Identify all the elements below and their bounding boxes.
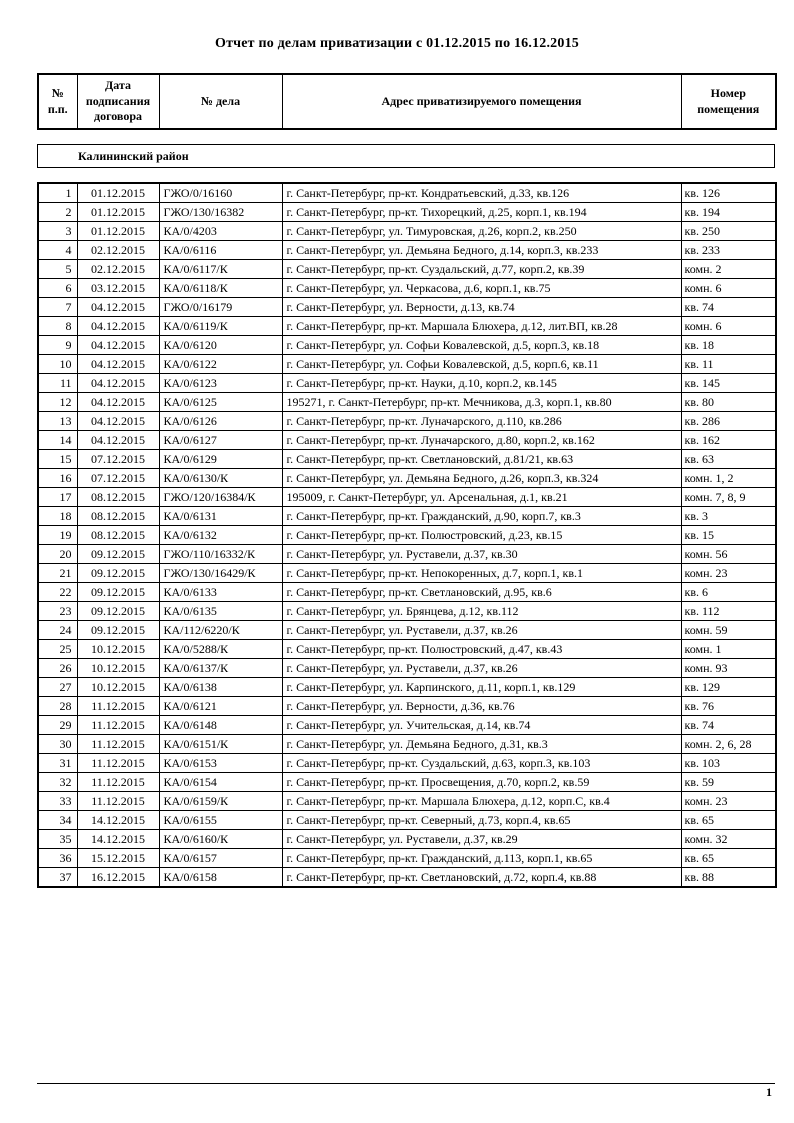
room-number-cell: кв. 250 [681, 222, 776, 241]
privatization-cases-table [37, 182, 777, 888]
room-number-cell: кв. 59 [681, 773, 776, 792]
case-number-cell: КА/0/6153 [159, 754, 282, 773]
room-number-cell: кв. 162 [681, 431, 776, 450]
case-number-cell: КА/0/6126 [159, 412, 282, 431]
case-number-cell: КА/0/6129 [159, 450, 282, 469]
table-row [38, 450, 776, 469]
address-cell: г. Санкт-Петербург, пр-кт. Маршала Блюхера, д.12, лит.ВП, кв.28 [282, 317, 681, 336]
case-number-cell: КА/0/6117/К [159, 260, 282, 279]
row-number-cell: 28 [38, 697, 77, 716]
contract-date-cell: 10.12.2015 [77, 659, 159, 678]
case-number-cell: ГЖО/130/16382 [159, 203, 282, 222]
contract-date-cell: 04.12.2015 [77, 355, 159, 374]
table-row [38, 469, 776, 488]
contract-date-cell: 08.12.2015 [77, 507, 159, 526]
case-number-cell: ГЖО/120/16384/К [159, 488, 282, 507]
table-row [38, 583, 776, 602]
address-cell: г. Санкт-Петербург, ул. Карпинского, д.11, корп.1, кв.129 [282, 678, 681, 697]
case-number-cell: КА/0/6116 [159, 241, 282, 260]
table-row [38, 526, 776, 545]
room-number-cell: кв. 15 [681, 526, 776, 545]
table-row [38, 279, 776, 298]
address-cell: г. Санкт-Петербург, ул. Софьи Ковалевской, д.5, корп.3, кв.18 [282, 336, 681, 355]
row-number-cell: 3 [38, 222, 77, 241]
contract-date-cell: 14.12.2015 [77, 830, 159, 849]
room-number-cell: кв. 88 [681, 868, 776, 888]
table-row [38, 545, 776, 564]
table-row [38, 507, 776, 526]
address-cell: г. Санкт-Петербург, ул. Верности, д.36, кв.76 [282, 697, 681, 716]
room-number-cell: комн. 23 [681, 792, 776, 811]
address-cell: г. Санкт-Петербург, ул. Брянцева, д.12, кв.112 [282, 602, 681, 621]
address-cell: г. Санкт-Петербург, пр-кт. Тихорецкий, д.25, корп.1, кв.194 [282, 203, 681, 222]
room-number-cell: комн. 23 [681, 564, 776, 583]
case-number-cell: КА/112/6220/К [159, 621, 282, 640]
room-number-cell: кв. 103 [681, 754, 776, 773]
room-number-cell: кв. 112 [681, 602, 776, 621]
row-number-cell: 31 [38, 754, 77, 773]
table-row [38, 298, 776, 317]
room-number-cell: кв. 145 [681, 374, 776, 393]
room-number-cell: кв. 63 [681, 450, 776, 469]
contract-date-cell: 02.12.2015 [77, 260, 159, 279]
row-number-cell: 11 [38, 374, 77, 393]
case-number-cell: КА/0/6118/К [159, 279, 282, 298]
row-number-cell: 10 [38, 355, 77, 374]
contract-date-cell: 15.12.2015 [77, 849, 159, 868]
table-row [38, 640, 776, 659]
room-number-cell: комн. 93 [681, 659, 776, 678]
footer-divider [37, 1083, 775, 1084]
case-number-cell: КА/0/6131 [159, 507, 282, 526]
row-number-cell: 7 [38, 298, 77, 317]
row-number-cell: 19 [38, 526, 77, 545]
case-number-cell: КА/0/6121 [159, 697, 282, 716]
row-number-cell: 35 [38, 830, 77, 849]
address-cell: г. Санкт-Петербург, ул. Руставели, д.37, кв.29 [282, 830, 681, 849]
table-row [38, 773, 776, 792]
address-cell: г. Санкт-Петербург, ул. Демьяна Бедного, д.14, корп.3, кв.233 [282, 241, 681, 260]
row-number-cell: 6 [38, 279, 77, 298]
table-row [38, 849, 776, 868]
column-header-row-number: № п.п. [38, 74, 77, 129]
contract-date-cell: 11.12.2015 [77, 697, 159, 716]
page-number: 1 [766, 1085, 772, 1099]
case-number-cell: КА/0/6123 [159, 374, 282, 393]
room-number-cell: кв. 11 [681, 355, 776, 374]
contract-date-cell: 03.12.2015 [77, 279, 159, 298]
room-number-cell: кв. 18 [681, 336, 776, 355]
table-column-headers [37, 73, 777, 130]
row-number-cell: 25 [38, 640, 77, 659]
case-number-cell: КА/0/6160/К [159, 830, 282, 849]
room-number-cell: кв. 129 [681, 678, 776, 697]
contract-date-cell: 14.12.2015 [77, 811, 159, 830]
row-number-cell: 20 [38, 545, 77, 564]
room-number-cell: комн. 6 [681, 279, 776, 298]
room-number-cell: кв. 6 [681, 583, 776, 602]
address-cell: г. Санкт-Петербург, ул. Демьяна Бедного, д.31, кв.3 [282, 735, 681, 754]
room-number-cell: комн. 2, 6, 28 [681, 735, 776, 754]
row-number-cell: 30 [38, 735, 77, 754]
table-row [38, 393, 776, 412]
address-cell: г. Санкт-Петербург, пр-кт. Светлановский, д.81/21, кв.63 [282, 450, 681, 469]
header-row [38, 74, 776, 129]
row-number-cell: 9 [38, 336, 77, 355]
table-row [38, 868, 776, 888]
case-number-cell: КА/0/6158 [159, 868, 282, 888]
row-number-cell: 23 [38, 602, 77, 621]
contract-date-cell: 01.12.2015 [77, 203, 159, 222]
table-row [38, 336, 776, 355]
room-number-cell: комн. 32 [681, 830, 776, 849]
room-number-cell: кв. 194 [681, 203, 776, 222]
room-number-cell: комн. 6 [681, 317, 776, 336]
case-number-cell: КА/0/6154 [159, 773, 282, 792]
room-number-cell: кв. 74 [681, 298, 776, 317]
address-cell: г. Санкт-Петербург, пр-кт. Северный, д.73, корп.4, кв.65 [282, 811, 681, 830]
case-number-cell: КА/0/6155 [159, 811, 282, 830]
report-title: Отчет по делам приватизации с 01.12.2015 по 16.12.2015 [215, 36, 579, 51]
case-number-cell: ГЖО/110/16332/К [159, 545, 282, 564]
address-cell: г. Санкт-Петербург, ул. Учительская, д.14, кв.74 [282, 716, 681, 735]
table-row [38, 564, 776, 583]
room-number-cell: комн. 2 [681, 260, 776, 279]
row-number-cell: 17 [38, 488, 77, 507]
address-cell: г. Санкт-Петербург, ул. Софьи Ковалевской, д.5, корп.6, кв.11 [282, 355, 681, 374]
case-number-cell: КА/0/6119/К [159, 317, 282, 336]
case-number-cell: КА/0/6132 [159, 526, 282, 545]
address-cell: г. Санкт-Петербург, пр-кт. Кондратьевский, д.33, кв.126 [282, 183, 681, 203]
table-row [38, 355, 776, 374]
table-row [38, 621, 776, 640]
contract-date-cell: 11.12.2015 [77, 735, 159, 754]
case-number-cell: КА/0/6127 [159, 431, 282, 450]
case-number-cell: ГЖО/130/16429/К [159, 564, 282, 583]
contract-date-cell: 09.12.2015 [77, 545, 159, 564]
room-number-cell: кв. 126 [681, 183, 776, 203]
address-cell: г. Санкт-Петербург, ул. Тимуровская, д.26, корп.2, кв.250 [282, 222, 681, 241]
room-number-cell: кв. 3 [681, 507, 776, 526]
contract-date-cell: 01.12.2015 [77, 183, 159, 203]
table-row [38, 183, 776, 203]
row-number-cell: 4 [38, 241, 77, 260]
row-number-cell: 8 [38, 317, 77, 336]
contract-date-cell: 11.12.2015 [77, 773, 159, 792]
case-number-cell: КА/0/6133 [159, 583, 282, 602]
address-cell: г. Санкт-Петербург, пр-кт. Суздальский, д.77, корп.2, кв.39 [282, 260, 681, 279]
room-number-cell: кв. 80 [681, 393, 776, 412]
room-number-cell: кв. 65 [681, 849, 776, 868]
address-cell: г. Санкт-Петербург, ул. Черкасова, д.6, корп.1, кв.75 [282, 279, 681, 298]
room-number-cell: кв. 65 [681, 811, 776, 830]
contract-date-cell: 09.12.2015 [77, 621, 159, 640]
table-row [38, 431, 776, 450]
column-header-room-number: Номер помещения [681, 74, 776, 129]
contract-date-cell: 11.12.2015 [77, 716, 159, 735]
case-number-cell: КА/0/6125 [159, 393, 282, 412]
contract-date-cell: 04.12.2015 [77, 336, 159, 355]
table-row [38, 203, 776, 222]
contract-date-cell: 11.12.2015 [77, 792, 159, 811]
table-row [38, 678, 776, 697]
room-number-cell: кв. 233 [681, 241, 776, 260]
contract-date-cell: 04.12.2015 [77, 393, 159, 412]
contract-date-cell: 09.12.2015 [77, 564, 159, 583]
address-cell: г. Санкт-Петербург, ул. Руставели, д.37, кв.26 [282, 659, 681, 678]
case-number-cell: КА/0/6137/К [159, 659, 282, 678]
row-number-cell: 33 [38, 792, 77, 811]
address-cell: г. Санкт-Петербург, ул. Верности, д.13, кв.74 [282, 298, 681, 317]
table-row [38, 260, 776, 279]
table-row [38, 716, 776, 735]
row-number-cell: 36 [38, 849, 77, 868]
room-number-cell: комн. 1, 2 [681, 469, 776, 488]
contract-date-cell: 04.12.2015 [77, 298, 159, 317]
contract-date-cell: 04.12.2015 [77, 412, 159, 431]
row-number-cell: 21 [38, 564, 77, 583]
table-row [38, 754, 776, 773]
case-number-cell: КА/0/5288/К [159, 640, 282, 659]
table-row [38, 659, 776, 678]
district-section-label: Калининский район [78, 148, 189, 163]
case-number-cell: КА/0/6148 [159, 716, 282, 735]
table-row [38, 374, 776, 393]
row-number-cell: 16 [38, 469, 77, 488]
contract-date-cell: 08.12.2015 [77, 526, 159, 545]
address-cell: г. Санкт-Петербург, пр-кт. Науки, д.10, корп.2, кв.145 [282, 374, 681, 393]
table-row [38, 830, 776, 849]
address-cell: г. Санкт-Петербург, пр-кт. Полюстровский, д.23, кв.15 [282, 526, 681, 545]
district-section-header [37, 144, 775, 168]
table-row [38, 811, 776, 830]
address-cell: г. Санкт-Петербург, ул. Руставели, д.37, кв.30 [282, 545, 681, 564]
case-number-cell: КА/0/6159/К [159, 792, 282, 811]
contract-date-cell: 08.12.2015 [77, 488, 159, 507]
contract-date-cell: 09.12.2015 [77, 583, 159, 602]
address-cell: г. Санкт-Петербург, пр-кт. Светлановский, д.72, корп.4, кв.88 [282, 868, 681, 888]
table-row [38, 697, 776, 716]
row-number-cell: 27 [38, 678, 77, 697]
address-cell: г. Санкт-Петербург, ул. Демьяна Бедного, д.26, корп.3, кв.324 [282, 469, 681, 488]
room-number-cell: кв. 74 [681, 716, 776, 735]
table-row [38, 412, 776, 431]
table-row [38, 488, 776, 507]
contract-date-cell: 04.12.2015 [77, 317, 159, 336]
row-number-cell: 12 [38, 393, 77, 412]
case-number-cell: КА/0/6130/К [159, 469, 282, 488]
case-number-cell: КА/0/6157 [159, 849, 282, 868]
address-cell: г. Санкт-Петербург, ул. Руставели, д.37, кв.26 [282, 621, 681, 640]
row-number-cell: 26 [38, 659, 77, 678]
contract-date-cell: 04.12.2015 [77, 431, 159, 450]
room-number-cell: комн. 1 [681, 640, 776, 659]
contract-date-cell: 09.12.2015 [77, 602, 159, 621]
table-row [38, 222, 776, 241]
case-number-cell: КА/0/6135 [159, 602, 282, 621]
row-number-cell: 18 [38, 507, 77, 526]
row-number-cell: 22 [38, 583, 77, 602]
case-number-cell: КА/0/6122 [159, 355, 282, 374]
row-number-cell: 5 [38, 260, 77, 279]
row-number-cell: 2 [38, 203, 77, 222]
case-number-cell: КА/0/6120 [159, 336, 282, 355]
row-number-cell: 32 [38, 773, 77, 792]
contract-date-cell: 16.12.2015 [77, 868, 159, 888]
address-cell: г. Санкт-Петербург, пр-кт. Луначарского, д.110, кв.286 [282, 412, 681, 431]
column-header-address: Адрес приватизируемого помещения [282, 74, 681, 129]
address-cell: г. Санкт-Петербург, пр-кт. Непокоренных, д.7, корп.1, кв.1 [282, 564, 681, 583]
address-cell: г. Санкт-Петербург, пр-кт. Суздальский, д.63, корп.3, кв.103 [282, 754, 681, 773]
room-number-cell: кв. 76 [681, 697, 776, 716]
table-row [38, 735, 776, 754]
table-row [38, 792, 776, 811]
case-number-cell: КА/0/4203 [159, 222, 282, 241]
address-cell: 195271, г. Санкт-Петербург, пр-кт. Мечникова, д.3, корп.1, кв.80 [282, 393, 681, 412]
contract-date-cell: 07.12.2015 [77, 469, 159, 488]
contract-date-cell: 11.12.2015 [77, 754, 159, 773]
contract-date-cell: 10.12.2015 [77, 678, 159, 697]
row-number-cell: 13 [38, 412, 77, 431]
row-number-cell: 14 [38, 431, 77, 450]
room-number-cell: кв. 286 [681, 412, 776, 431]
contract-date-cell: 01.12.2015 [77, 222, 159, 241]
case-number-cell: КА/0/6151/К [159, 735, 282, 754]
address-cell: г. Санкт-Петербург, пр-кт. Гражданский, д.90, корп.7, кв.3 [282, 507, 681, 526]
row-number-cell: 34 [38, 811, 77, 830]
table-row [38, 317, 776, 336]
contract-date-cell: 02.12.2015 [77, 241, 159, 260]
row-number-cell: 1 [38, 183, 77, 203]
row-number-cell: 29 [38, 716, 77, 735]
contract-date-cell: 10.12.2015 [77, 640, 159, 659]
room-number-cell: комн. 59 [681, 621, 776, 640]
case-number-cell: ГЖО/0/16160 [159, 183, 282, 203]
table-row [38, 241, 776, 260]
contract-date-cell: 04.12.2015 [77, 374, 159, 393]
table-row [38, 602, 776, 621]
case-number-cell: ГЖО/0/16179 [159, 298, 282, 317]
contract-date-cell: 07.12.2015 [77, 450, 159, 469]
row-number-cell: 24 [38, 621, 77, 640]
column-header-contract-date: Дата подписания договора [77, 74, 159, 129]
room-number-cell: комн. 56 [681, 545, 776, 564]
address-cell: г. Санкт-Петербург, пр-кт. Гражданский, д.113, корп.1, кв.65 [282, 849, 681, 868]
row-number-cell: 15 [38, 450, 77, 469]
address-cell: г. Санкт-Петербург, пр-кт. Маршала Блюхера, д.12, корп.С, кв.4 [282, 792, 681, 811]
room-number-cell: комн. 7, 8, 9 [681, 488, 776, 507]
address-cell: г. Санкт-Петербург, пр-кт. Светлановский, д.95, кв.6 [282, 583, 681, 602]
address-cell: 195009, г. Санкт-Петербург, ул. Арсенальная, д.1, кв.21 [282, 488, 681, 507]
row-number-cell: 37 [38, 868, 77, 888]
address-cell: г. Санкт-Петербург, пр-кт. Полюстровский, д.47, кв.43 [282, 640, 681, 659]
column-header-case-number: № дела [159, 74, 282, 129]
address-cell: г. Санкт-Петербург, пр-кт. Просвещения, д.70, корп.2, кв.59 [282, 773, 681, 792]
case-number-cell: КА/0/6138 [159, 678, 282, 697]
address-cell: г. Санкт-Петербург, пр-кт. Луначарского, д.80, корп.2, кв.162 [282, 431, 681, 450]
